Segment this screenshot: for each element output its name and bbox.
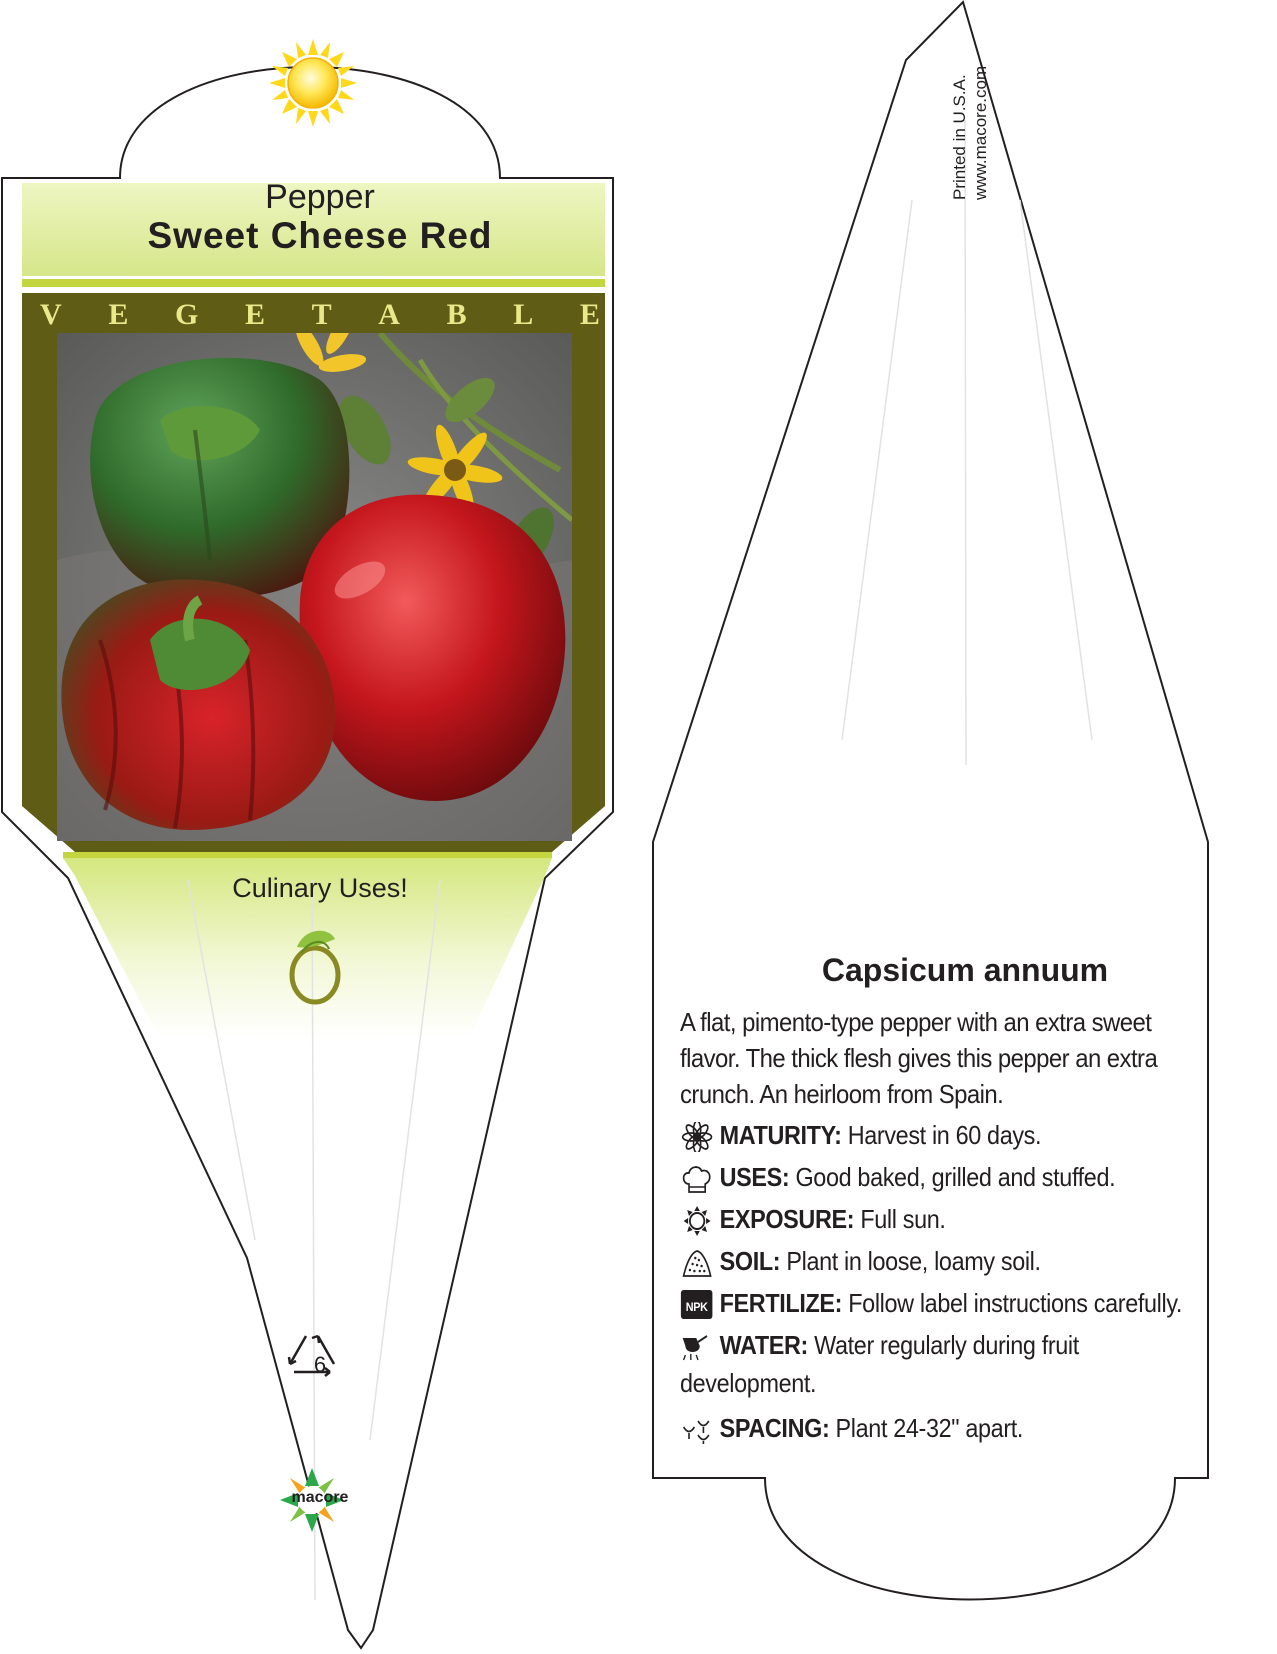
category-letter: B <box>446 298 467 331</box>
category-letter: E <box>108 298 129 331</box>
soil-icon <box>680 1248 714 1278</box>
care-label: WATER: <box>719 1330 808 1360</box>
care-text: Follow label instructions carefully. <box>848 1288 1183 1318</box>
category-letter: E <box>579 298 600 331</box>
recycle-number: 6 <box>313 1352 327 1377</box>
care-text: Plant 24-32" apart. <box>835 1413 1024 1443</box>
category-letter: E <box>244 298 265 331</box>
variety-name: Sweet Cheese Red <box>147 215 493 256</box>
care-label: FERTILIZE: <box>719 1288 843 1318</box>
category-label <box>40 298 600 332</box>
category-letter: T <box>311 298 332 331</box>
care-water-continued: development. <box>680 1368 817 1398</box>
care-maturity <box>680 1117 1202 1153</box>
care-text: Full sun. <box>860 1204 946 1234</box>
brand-name: macore <box>291 1489 349 1506</box>
botanical-name: Capsicum annuum <box>821 952 1109 988</box>
printed-in: Printed in U.S.A. <box>950 74 969 200</box>
care-soil <box>680 1243 1202 1279</box>
common-name: Pepper <box>265 178 375 216</box>
care-label: USES: <box>719 1162 790 1192</box>
care-label: MATURITY: <box>719 1120 842 1150</box>
printer-info <box>949 66 991 200</box>
sun-icon <box>269 39 357 127</box>
care-text: Good baked, grilled and stuffed. <box>795 1162 1116 1192</box>
sun-outline-icon <box>680 1206 714 1236</box>
care-exposure <box>680 1201 1202 1237</box>
care-uses <box>680 1159 1202 1195</box>
description: A flat, pimento-type pepper with an extra sweet flavor. The thick flesh gives this pepper an extra crunch. An heirloom from Spain. <box>680 1007 1158 1109</box>
website: www.macore.com <box>971 65 990 200</box>
care-text: Harvest in 60 days. <box>847 1120 1042 1150</box>
category-letter: G <box>174 298 199 331</box>
npk-icon-text: NPK <box>685 1300 708 1315</box>
watering-can-icon <box>680 1332 714 1362</box>
category-letter: L <box>513 298 534 331</box>
spacing-icon <box>680 1415 714 1445</box>
chef-hat-icon <box>680 1164 714 1194</box>
npk-icon <box>680 1290 714 1320</box>
category-letter: V <box>40 298 62 331</box>
care-text: Water regularly during fruit <box>814 1330 1079 1360</box>
care-water <box>680 1327 1202 1363</box>
care-label: SPACING: <box>719 1413 830 1443</box>
care-label: SOIL: <box>719 1246 781 1276</box>
care-fertilize <box>680 1285 1202 1321</box>
category-letter: A <box>378 298 400 331</box>
care-text: Plant in loose, loamy soil. <box>786 1246 1041 1276</box>
flower-icon <box>680 1122 714 1152</box>
tagline: Culinary Uses! <box>232 873 408 903</box>
care-spacing <box>680 1410 1202 1446</box>
care-label: EXPOSURE: <box>719 1204 855 1234</box>
product-photo <box>57 308 572 841</box>
